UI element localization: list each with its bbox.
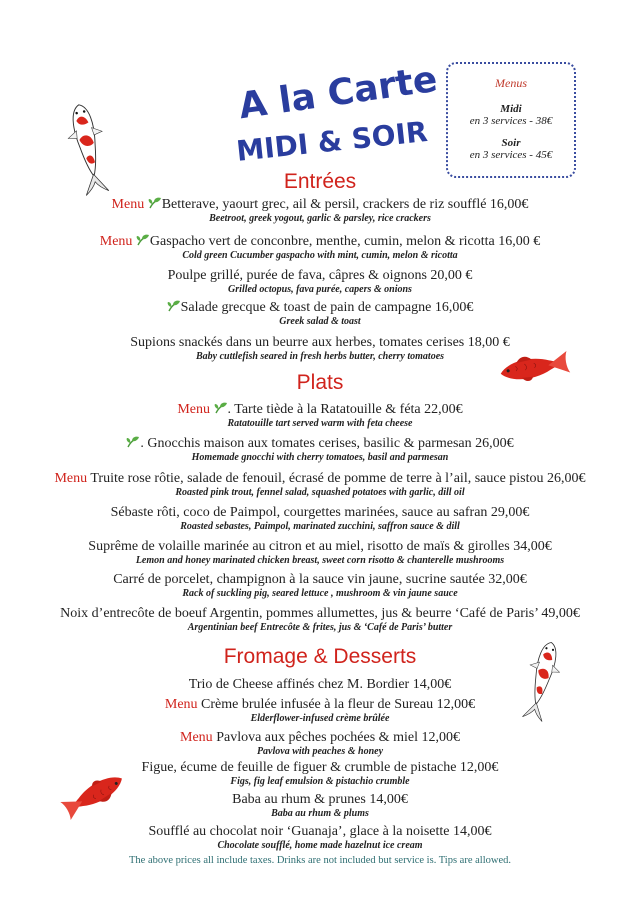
midi-label: Midi (500, 103, 522, 115)
item-name-en: Greek salad & toast (279, 316, 361, 327)
menu-item (0, 197, 640, 225)
item-name-fr: Salade grecque & toast de pain de campagne 16,00€ (180, 300, 474, 315)
menu-tag: Menu (54, 471, 88, 486)
menu-item (0, 730, 640, 758)
footer-note: The above prices all include taxes. Drinks are not included but service is. Tips are allowed. (129, 855, 511, 866)
leaf-icon (167, 300, 181, 312)
item-name-fr: Suprême de volaille marinée au citron et au miel, risotto de maïs & girolles 34,00€ (88, 539, 552, 554)
item-name-fr: Truite rose rôtie, salade de fenouil, écrasé de pomme de terre à l’ail, sauce pistou 26,00€ (90, 471, 586, 486)
item-name-en: Chocolate soufflé, home made hazelnut ice cream (217, 840, 423, 851)
menu-item (0, 505, 640, 533)
menu-item (0, 402, 640, 430)
item-name-en: Figs, fig leaf emulsion & pistachio crumble (230, 776, 410, 787)
item-name-fr: Pavlova aux pêches pochées & miel 12,00€ (216, 730, 460, 745)
item-name-en: Homemade gnocchi with cherry tomatoes, basil and parmesan (191, 452, 449, 463)
logo-line1: A la Carte (236, 58, 440, 128)
menu-tag: Menu (180, 730, 213, 745)
item-name-fr: Noix d’entrecôte de boeuf Argentin, pommes allumettes, jus & beurre ‘Café de Paris’ 49,00€ (60, 606, 580, 621)
item-name-fr: Gaspacho vert de conconbre, menthe, cumin, melon & ricotta 16,00 € (149, 234, 541, 249)
soir-label: Soir (501, 137, 521, 149)
item-name-en: Cold green Cucumber gaspacho with mint, cumin, melon & ricotta (182, 250, 458, 261)
item-name-fr: . Tarte tiède à la Ratatouille & féta 22,00€ (227, 402, 463, 417)
leaf-icon (148, 197, 162, 209)
item-name-en: Pavlova with peaches & honey (256, 746, 384, 757)
item-name-fr: Betterave, yaourt grec, ail & persil, crackers de riz soufflé 16,00€ (161, 197, 529, 212)
item-name-en: Baby cuttlefish seared in fresh herbs butter, cherry tomatoes (195, 351, 445, 362)
item-name-en: Roasted pink trout, fennel salad, squashed potatoes with garlic, dill oil (175, 487, 465, 498)
item-name-en: Elderflower-infused crème brûlée (250, 713, 390, 724)
item-name-en: Beetroot, greek yogout, garlic & parsley, rice crackers (209, 213, 431, 224)
set-menus-box (446, 62, 576, 178)
leaf-icon (126, 436, 140, 448)
item-name-en: Ratatouille tart served warm with feta cheese (227, 418, 413, 429)
menu-item (0, 471, 640, 499)
item-name-en: Roasted sebastes, Paimpol, marinated zucchini, saffron sauce & dill (180, 521, 460, 532)
menu-tag: Menu (99, 234, 133, 249)
leaf-icon (136, 234, 150, 246)
menus-heading: Menus (495, 76, 527, 90)
menu-item (0, 677, 640, 693)
menu-tag: Menu (177, 402, 211, 417)
menu-item (0, 606, 640, 634)
menu-item (0, 697, 640, 725)
a-la-carte-logo (232, 58, 440, 172)
midi-detail: en 3 services - 38€ (469, 115, 553, 127)
item-name-fr: Supions snackés dans un beurre aux herbes, tomates cerises 18,00 € (130, 335, 510, 350)
item-name-fr: Baba au rhum & prunes 14,00€ (232, 792, 408, 807)
item-name-fr: Crème brulée infusée à la fleur de Sureau 12,00€ (201, 697, 476, 712)
item-name-fr: Figue, écume de feuille de figuer & crumble de pistache 12,00€ (141, 760, 499, 775)
item-name-en: Lemon and honey marinated chicken breast, sweet corn risotto & chanterelle mushrooms (135, 555, 505, 566)
menu-item (0, 539, 640, 567)
item-name-en: Rack of suckling pig, seared lettuce , mushroom & vin jaune sauce (182, 588, 458, 599)
section-heading-desserts: Fromage & Desserts (223, 645, 417, 668)
menu-item (0, 335, 640, 363)
menu-item (0, 300, 640, 328)
menu-item (0, 760, 640, 788)
menu-item (0, 234, 640, 262)
item-name-fr: Poulpe grillé, purée de fava, câpres & oignons 20,00 € (167, 268, 473, 283)
menu-item (0, 268, 640, 296)
section-heading-plats: Plats (296, 371, 344, 394)
item-name-fr: Soufflé au chocolat noir ‘Guanaja’, glace à la noisette 14,00€ (148, 824, 492, 839)
menu-item (0, 824, 640, 852)
item-name-fr: . Gnocchis maison aux tomates cerises, basilic & parmesan 26,00€ (140, 436, 514, 451)
item-name-fr: Trio de Cheese affinés chez M. Bordier 14,00€ (188, 677, 452, 692)
menu-item (0, 436, 640, 464)
item-name-en: Argentinian beef Entrecôte & frites, jus & ‘Café de Paris’ butter (187, 622, 453, 633)
leaf-icon (214, 402, 228, 414)
menu-item (0, 572, 640, 600)
menu-item (0, 792, 640, 820)
menu-tag: Menu (164, 697, 198, 712)
logo-line2: MIDI & SOIR (234, 115, 430, 168)
menu-tag: Menu (111, 197, 145, 212)
item-name-fr: Sébaste rôti, coco de Paimpol, courgettes marinées, sauce au safran 29,00€ (110, 505, 530, 520)
soir-detail: en 3 services - 45€ (469, 149, 553, 161)
section-heading-entrees: Entrées (283, 170, 357, 193)
item-name-en: Baba au rhum & plums (271, 808, 369, 819)
item-name-fr: Carré de porcelet, champignon à la sauce vin jaune, sucrine sautée 32,00€ (113, 572, 527, 587)
item-name-en: Grilled octopus, fava purée, capers & onions (228, 284, 412, 295)
